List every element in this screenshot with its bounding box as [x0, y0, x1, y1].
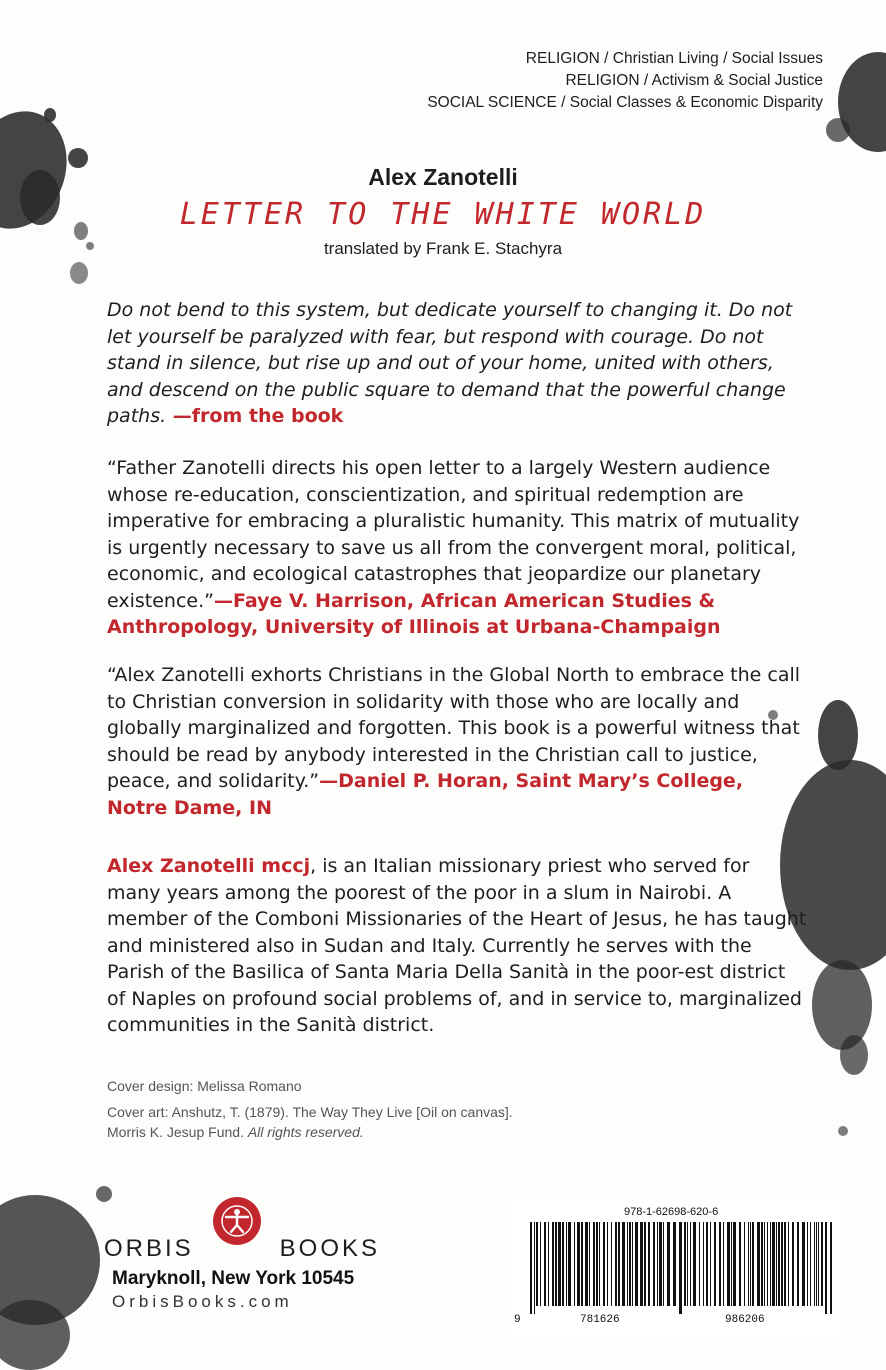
- barcode-bar: [581, 1222, 583, 1306]
- barcode-bar: [599, 1222, 600, 1306]
- barcode-bar: [744, 1222, 745, 1306]
- barcode-icon: [526, 1222, 838, 1314]
- barcode-bar: [797, 1222, 799, 1306]
- review-text: “Father Zanotelli directs his open letter to a largely Western audience whose re-education, conscientization, and spiritual redemption are imperative for embracing a pluralistic humanity. This matrix of mutuality is urgently necessary to save us all from the convergent moral, political, economic, and ecological catastrophes that jeopardize our planetary existence.”: [107, 457, 800, 612]
- review-attribution: —Daniel P. Horan, Saint Mary’s College, Notre Dame, IN: [107, 770, 744, 819]
- barcode-bar: [699, 1222, 700, 1306]
- barcode-bar: [739, 1222, 741, 1306]
- barcode-bar: [659, 1222, 662, 1306]
- barcode-bar: [611, 1222, 612, 1306]
- barcode-bar: [714, 1222, 716, 1306]
- barcode-bar: [810, 1222, 811, 1306]
- barcode-bar: [596, 1222, 598, 1306]
- barcode-bar: [752, 1222, 754, 1306]
- publisher-name: ORBIS BOOKS: [104, 1235, 380, 1262]
- barcode-bar: [635, 1222, 638, 1306]
- category-line: RELIGION / Activism & Social Justice: [565, 72, 823, 89]
- barcode-bar: [807, 1222, 808, 1306]
- barcode-bar: [687, 1222, 688, 1306]
- quote-text: Do not bend to this system, but dedicate yourself to changing it. Do not let yourself be paralyzed with fear, but respond with courage. Do not stand in silence, but rise up and out of your home, united with others, and descend on the public square to demand that the powerful change paths.: [107, 299, 793, 427]
- publisher-url[interactable]: OrbisBooks.com: [112, 1292, 293, 1311]
- barcode-bar: [548, 1222, 549, 1306]
- barcode-bar: [653, 1222, 655, 1306]
- barcode-bar: [673, 1222, 676, 1306]
- barcode-bar: [615, 1222, 617, 1306]
- barcode-bar: [568, 1222, 571, 1306]
- barcode-bar: [663, 1222, 664, 1306]
- barcode-bar: [802, 1222, 805, 1306]
- barcode-bar: [552, 1222, 554, 1306]
- barcode-bar: [622, 1222, 625, 1306]
- barcode-bar: [772, 1222, 775, 1306]
- book-quote: [107, 297, 807, 430]
- barcode-bar: [534, 1222, 535, 1314]
- barcode-bar: [784, 1222, 786, 1306]
- barcode-bar: [825, 1222, 827, 1314]
- barcode-bar: [816, 1222, 817, 1306]
- barcode-bar: [767, 1222, 768, 1306]
- barcode-bar: [733, 1222, 736, 1306]
- barcode-bar: [540, 1222, 541, 1306]
- barcode-bar: [648, 1222, 650, 1306]
- barcode-bar: [761, 1222, 763, 1306]
- barcode-bar: [750, 1222, 751, 1306]
- review-horan: [107, 662, 807, 821]
- translator-credit: translated by Frank E. Stachyra: [323, 239, 563, 258]
- bisac-categories: [427, 48, 823, 114]
- barcode-bar: [723, 1222, 724, 1306]
- barcode-bar: [544, 1222, 546, 1306]
- barcode-bar: [558, 1222, 561, 1306]
- review-attribution: —Faye V. Harrison, African American Studies & Anthropology, University of Illinois at Urbana-Champaign: [107, 589, 721, 638]
- book-title: LETTER TO THE WHITE WORLD: [179, 197, 707, 232]
- barcode-bar: [727, 1222, 730, 1306]
- barcode-bar: [603, 1222, 605, 1306]
- bio-text: , is an Italian missionary priest who served for many years among the poorest of the poor in a slum in Nairobi. A member of the Comboni Missionaries of the Heart of Jesus, he has taught and ministered also in Sudan and Italy. Currently he serves with the Parish of the Basilica of Santa Maria Della Sanità in the poor-est district of Naples on profound social problems of, and in service to, marginalized communities in the Sanità district.: [107, 855, 807, 1036]
- barcode-digit-first: 9: [514, 1314, 521, 1326]
- review-harrison: [107, 455, 807, 641]
- barcode-bar: [629, 1222, 631, 1306]
- barcode-bar: [566, 1222, 567, 1306]
- barcode-bar: [589, 1222, 590, 1306]
- review-text: “Alex Zanotelli exhorts Christians in the Global North to embrace the call to Christian conversion in solidarity with those who are locally and globally marginalized and forgotten. This book is a powerful witness that should be read by anybody interested in the Christian call to justice, peace, and solidarity.”: [107, 664, 801, 792]
- barcode-bar: [719, 1222, 721, 1306]
- author-bio: [107, 853, 807, 1039]
- barcode-bar: [577, 1222, 580, 1306]
- barcode-bar: [644, 1222, 646, 1306]
- category-line: RELIGION / Christian Living / Social Issues: [525, 50, 823, 67]
- barcode-bar: [778, 1222, 780, 1306]
- barcode-bar: [770, 1222, 771, 1306]
- barcode-bar: [536, 1222, 538, 1306]
- barcode-bar: [640, 1222, 643, 1306]
- barcode-bar: [555, 1222, 557, 1306]
- barcode-group-right: 986206: [725, 1314, 765, 1326]
- barcode-bar: [710, 1222, 711, 1306]
- cover-art-credit: Cover art: Anshutz, T. (1879). The Way They Live [Oil on canvas]. Morris K. Jesup Fund. All rights reserved.: [107, 1104, 513, 1140]
- barcode-bar: [757, 1222, 760, 1306]
- barcode-bar: [607, 1222, 608, 1306]
- barcode-bar: [788, 1222, 789, 1306]
- barcode-bar: [703, 1222, 704, 1306]
- quote-attribution: —from the book: [166, 405, 344, 427]
- barcode-bar: [667, 1222, 670, 1306]
- barcode-bar: [632, 1222, 633, 1306]
- barcode-bar: [792, 1222, 794, 1306]
- barcode-bar: [818, 1222, 819, 1306]
- barcode-bar: [731, 1222, 732, 1306]
- barcode-bar: [748, 1222, 749, 1306]
- barcode-bar: [781, 1222, 783, 1306]
- barcode-bar: [562, 1222, 564, 1306]
- barcode-bar: [574, 1222, 575, 1306]
- barcode-bar: [706, 1222, 708, 1306]
- barcode-bar: [830, 1222, 832, 1314]
- cover-credits: [107, 1076, 513, 1148]
- barcode-bar: [684, 1222, 686, 1306]
- barcode-bar: [690, 1222, 691, 1306]
- barcode-bar: [814, 1222, 815, 1306]
- barcode-group-left: 781626: [580, 1314, 620, 1326]
- cover-design-credit: Cover design: Melissa Romano: [107, 1078, 302, 1094]
- category-line: SOCIAL SCIENCE / Social Classes & Economic Disparity: [427, 94, 823, 111]
- barcode-bar: [530, 1222, 532, 1314]
- barcode-bar: [693, 1222, 696, 1306]
- publisher-city: Maryknoll, New York 10545: [112, 1268, 355, 1289]
- barcode-bar: [618, 1222, 620, 1306]
- barcode-bar: [585, 1222, 588, 1306]
- isbn-label: 978-1-62698-620-6: [624, 1206, 719, 1218]
- barcode-bar: [627, 1222, 628, 1306]
- barcode-bar: [764, 1222, 765, 1306]
- bio-name: Alex Zanotelli mccj: [107, 855, 311, 877]
- barcode-bar: [821, 1222, 823, 1306]
- barcode-bar: [593, 1222, 595, 1306]
- author-name: Alex Zanotelli: [368, 164, 518, 190]
- barcode-bar: [776, 1222, 777, 1306]
- barcode-bar: [657, 1222, 658, 1306]
- barcode-bar: [679, 1222, 682, 1314]
